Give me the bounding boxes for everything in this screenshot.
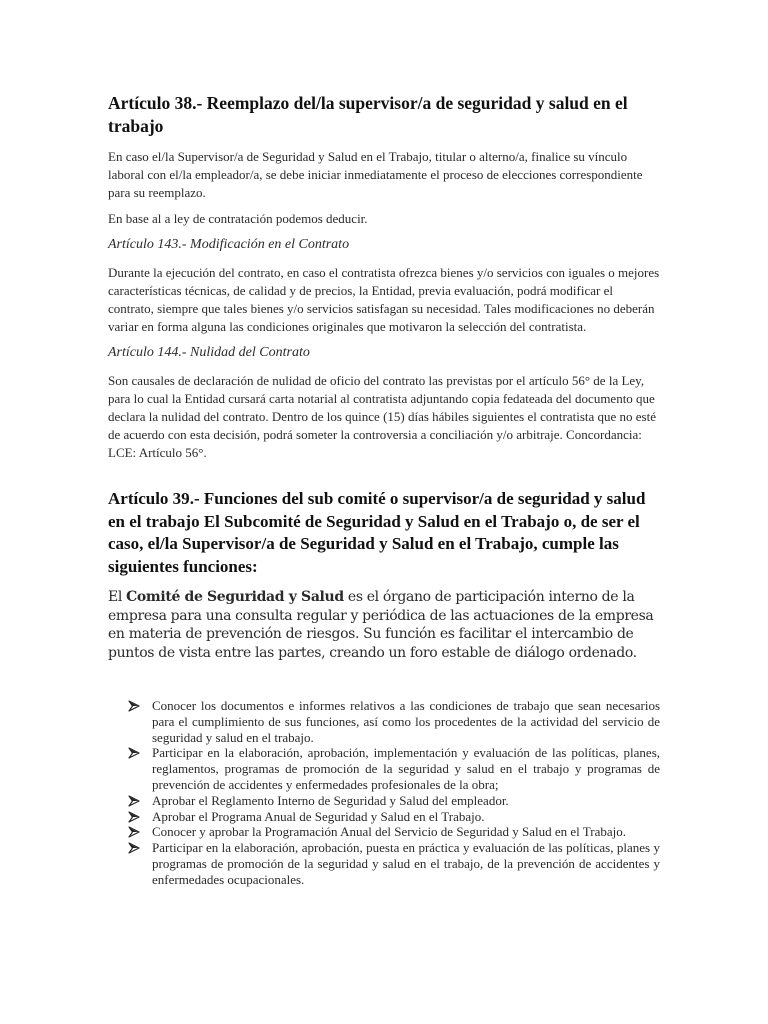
article-39-title: .- Funciones del sub comité o supervisor/a de seguridad y salud en el trabajo El Subcomité de Seguridad y Salud en el Trabajo o, de ser el caso, el/la Supervisor/a de Seguridad y Salud en el Trabajo, cumple las siguientes funciones: bbox=[108, 489, 646, 576]
arrowhead-bullet-icon bbox=[128, 842, 140, 854]
function-item-text: Conocer los documentos e informes relativos a las condiciones de trabajo que sean necesarios para el cumplimiento de sus funciones, así como los procedentes de la actividad del servicio de seguridad y salud en el trabajo. bbox=[152, 698, 660, 745]
article-144-body: Son causales de declaración de nulidad de oficio del contrato las previstas por el artículo 56° de la Ley, para lo cual la Entidad cursará carta notarial al contratista adjuntando copia fedateada del documento que declara la nulidad del contrato. Dentro de los quince (15) días hábiles siguientes el contratista que no esté de acuerdo con esta decisión, podrá someter la controversia a conciliación y/o arbitraje. Concordancia: LCE: Artículo 56°. bbox=[108, 373, 656, 460]
function-item bbox=[108, 809, 660, 825]
function-item-text: Participar en la elaboración, aprobación, implementación y evaluación de las políticas, planes, reglamentos, programas de promoción de la seguridad y salud en el trabajo y programas de prevención de accidentes y enfermedades profesionales de la obra; bbox=[152, 745, 660, 792]
function-item bbox=[108, 824, 660, 840]
arrowhead-bullet-icon bbox=[128, 747, 140, 759]
function-item-text: Participar en la elaboración, aprobación, puesta en práctica y evaluación de las políticas, planes y programas de promoción de la seguridad y salud en el trabajo, de la prevención de accidentes y enfermedades ocupacionales. bbox=[152, 840, 660, 887]
arrowhead-bullet-icon bbox=[128, 700, 140, 712]
function-item-text: Aprobar el Reglamento Interno de Seguridad y Salud del empleador. bbox=[152, 792, 509, 808]
arrowhead-bullet-icon bbox=[128, 826, 140, 838]
article-38-intro: En base al a ley de contratación podemos deducir. bbox=[108, 211, 368, 226]
arrowhead-bullet-icon bbox=[128, 795, 140, 807]
committee-paragraph bbox=[108, 588, 660, 662]
function-item bbox=[108, 745, 660, 792]
article-38-title: .- Reemplazo del/la supervisor/a de seguridad y salud en el trabajo bbox=[108, 93, 628, 136]
article-38-heading bbox=[108, 92, 660, 138]
function-item bbox=[108, 840, 660, 887]
document-content bbox=[108, 92, 660, 888]
article-144-heading: Artículo 144.- Nulidad del Contrato bbox=[108, 345, 310, 360]
function-item-text: Conocer y aprobar la Programación Anual del Servicio de Seguridad y Salud en el Trabajo. bbox=[152, 824, 627, 840]
article-39-number: Artículo 39 bbox=[108, 489, 190, 508]
arrowhead-bullet-icon bbox=[128, 811, 140, 823]
committee-paragraph-prefix: El bbox=[108, 589, 127, 605]
committee-name-bold: Comité de Seguridad y Salud bbox=[126, 589, 344, 605]
functions-list bbox=[108, 698, 660, 888]
committee-paragraph-rest: es el órgano de participación interno de la empresa para una consulta regular y periódica de las actuaciones de la empresa en materia de prevención de riesgos. Su función es facilitar el intercambio de puntos de vista entre las partes, creando un foro estable de diálogo ordenado. bbox=[108, 589, 654, 661]
function-item-text: Aprobar el Programa Anual de Seguridad y Salud en el Trabajo. bbox=[152, 808, 485, 824]
article-143-heading: Artículo 143.- Modificación en el Contrato bbox=[108, 237, 350, 252]
article-38-body: En caso el/la Supervisor/a de Seguridad y Salud en el Trabajo, titular o alterno/a, finalice su vínculo laboral con el/la empleador/a, se debe iniciar inmediatamente el proceso de elecciones correspondiente para su reemplazo. bbox=[108, 149, 643, 200]
function-item bbox=[108, 698, 660, 745]
article-39-heading bbox=[108, 488, 660, 578]
article-38-number: Artículo 38 bbox=[108, 93, 193, 113]
article-143-body: Durante la ejecución del contrato, en caso el contratista ofrezca bienes y/o servicios con iguales o mejores características técnicas, de calidad y de precios, la Entidad, previa evaluación, podrá modificar el contrato, siempre que tales bienes y/o servicios satisfagan su necesidad. Tales modificaciones no deberán variar en forma alguna las condiciones originales que motivaron la selección del contratista. bbox=[108, 265, 660, 334]
function-item bbox=[108, 793, 660, 809]
